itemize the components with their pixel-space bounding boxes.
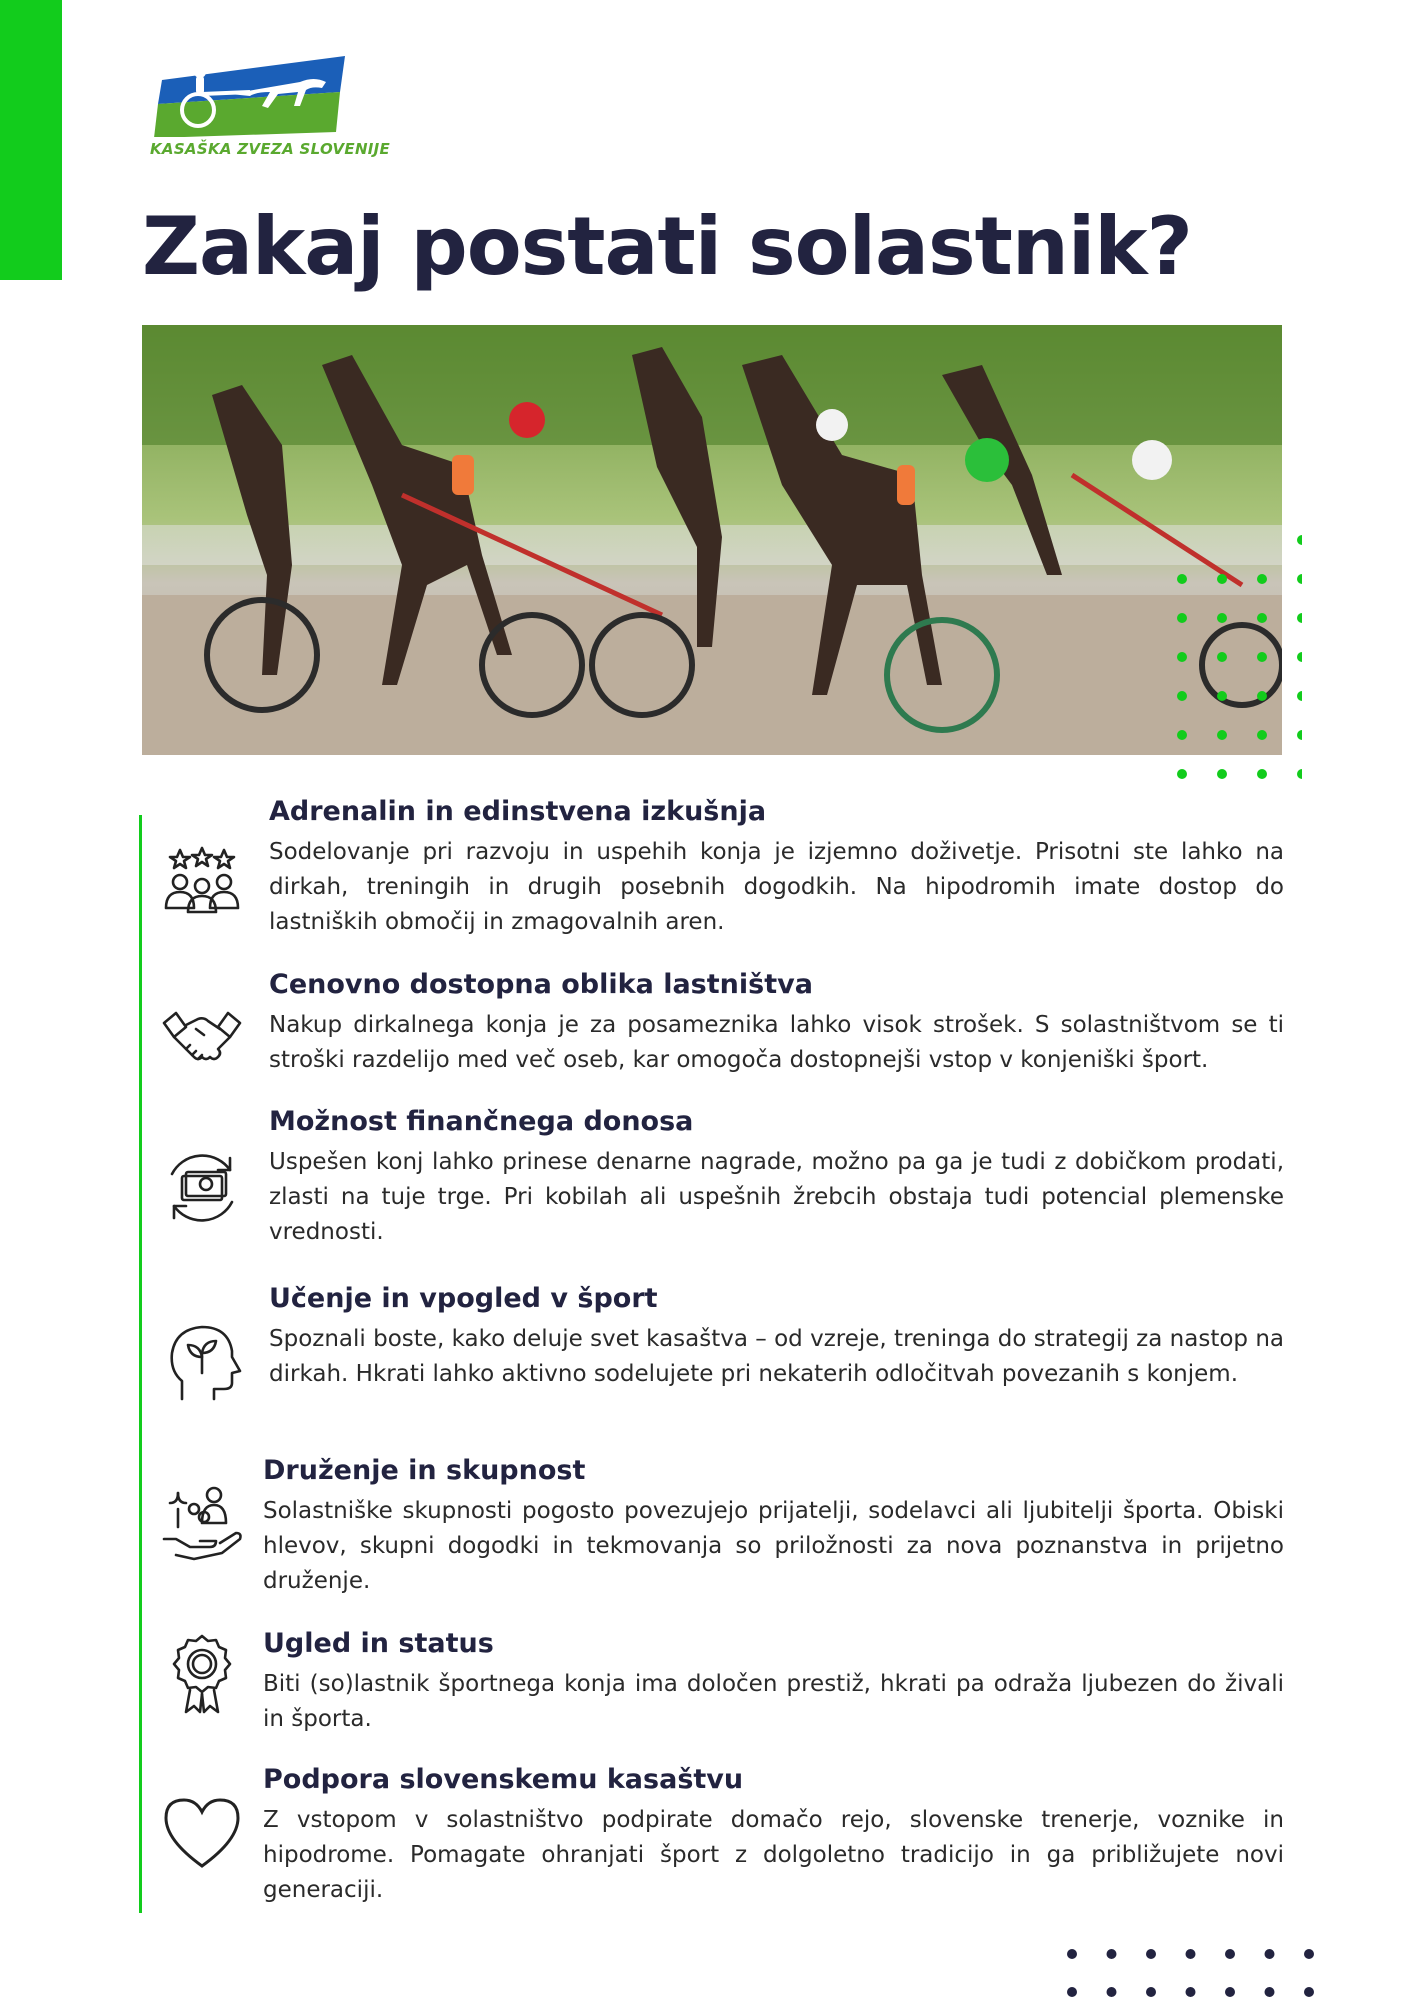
accent-bar — [0, 0, 62, 280]
item-heading: Druženje in skupnost — [263, 1455, 586, 1486]
timeline-line — [139, 815, 142, 1913]
item-heading: Cenovno dostopna oblika lastništva — [269, 969, 813, 1000]
handshake-icon — [160, 995, 244, 1079]
award-medal-icon — [160, 1632, 244, 1716]
item-body: Biti (so)lastnik športnega konja ima določen prestiž, hkrati pa odraža ljubezen do živali in športa. — [263, 1671, 1284, 1732]
community-hand-icon — [160, 1483, 244, 1567]
item-heading: Adrenalin in edinstvena izkušnja — [269, 796, 767, 827]
harness-racing-photo — [142, 325, 1282, 755]
stars-people-icon — [160, 840, 244, 924]
item-heading: Učenje in vpogled v šport — [269, 1283, 658, 1314]
logo-horse-icon — [150, 52, 350, 137]
item-heading: Podpora slovenskemu kasaštvu — [263, 1764, 744, 1795]
money-cycle-icon — [160, 1146, 244, 1230]
item-body: Nakup dirkalnega konja je za posameznika lahko visok strošek. S solastništvom se ti stroški razdelijo med več oseb, kar omogoča dostopnejši vstop v konjeniški šport. — [269, 1012, 1284, 1073]
page-title: Zakaj postati solastnik? — [142, 200, 1192, 293]
item-body: Uspešen konj lahko prinese denarne nagrade, možno pa ga je tudi z dobičkom prodati, zlasti na tuje trge. Pri kobilah ali uspešnih žrebcih obstaja tudi potencial plemenske vrednosti. — [269, 1149, 1284, 1245]
item-heading: Ugled in status — [263, 1628, 494, 1659]
item-body: Solastniške skupnosti pogosto povezujejo prijatelji, sodelavci ali ljubitelji športa. Obiski hlevov, skupni dogodki in tekmovanja so priložnosti za nova poznanstva in prijetno druženje. — [263, 1498, 1284, 1594]
heart-icon — [160, 1790, 244, 1874]
dot-pattern-bottom — [1064, 1946, 1324, 2000]
dot-pattern-right — [1172, 530, 1302, 780]
item-body: Sodelovanje pri razvoju in uspehih konja je izjemno doživetje. Prisotni ste lahko na dirkah, treningih in drugih posebnih dogodkih. Na hipodromih imate dostop do lastniških območij in zmagovalnih aren. — [269, 839, 1284, 935]
head-growth-icon — [160, 1321, 244, 1405]
logo — [150, 52, 391, 167]
logo-text: KASAŠKA ZVEZA SLOVENIJE — [150, 140, 391, 158]
item-body: Z vstopom v solastništvo podpirate domačo rejo, slovenske trenerje, voznike in hipodrome. Pomagate ohranjati šport z dolgoletno tradicijo in ga približujete novi generaciji. — [263, 1807, 1284, 1903]
item-heading: Možnost finančnega donosa — [269, 1106, 694, 1137]
item-body: Spoznali boste, kako deluje svet kasaštva – od vzreje, treninga do strategij za nastop na dirkah. Hkrati lahko aktivno sodelujete pri nekaterih odločitvah povezanih s konjem. — [269, 1326, 1284, 1387]
